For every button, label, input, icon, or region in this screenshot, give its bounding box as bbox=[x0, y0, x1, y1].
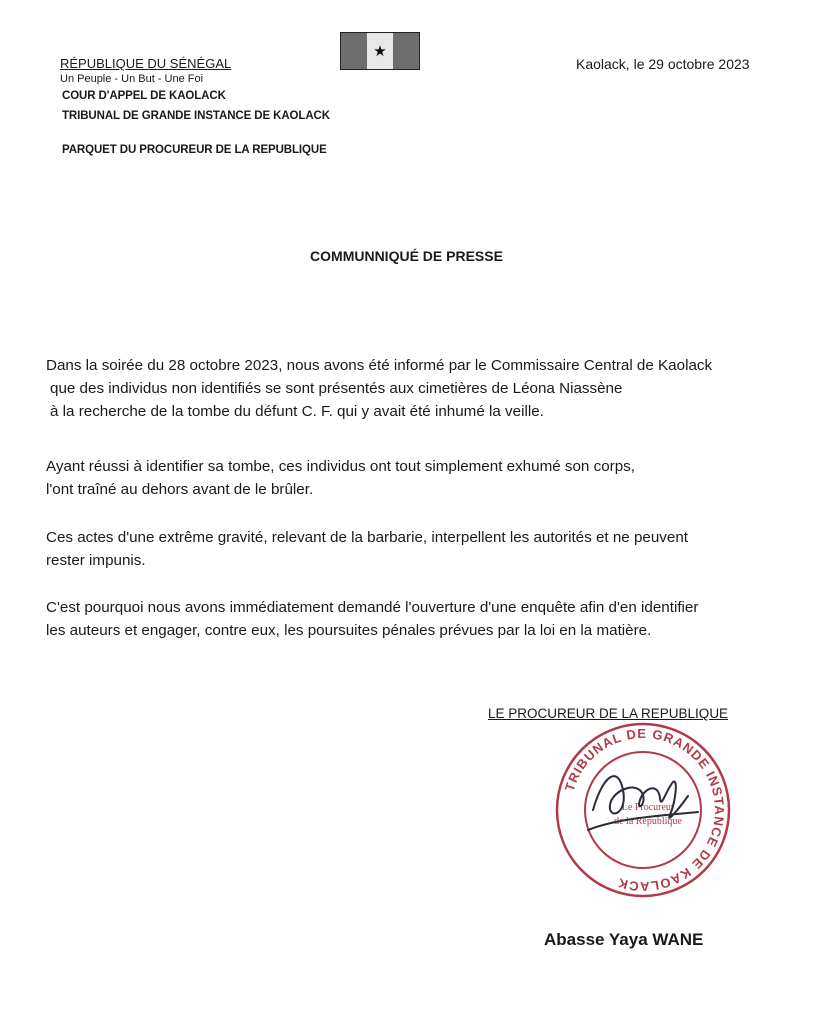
stamp-center-line: Le Procureur bbox=[621, 802, 675, 813]
country-name: RÉPUBLIQUE DU SÉNÉGAL bbox=[60, 56, 232, 71]
paragraph-line: les auteurs et engager, contre eux, les poursuites pénales prévues par la loi en la matière. bbox=[46, 622, 652, 639]
paragraph-line: Ayant réussi à identifier sa tombe, ces individus ont tout simplement exhumé son corps, bbox=[46, 458, 635, 475]
stamp-center-line: de la République bbox=[614, 816, 682, 827]
court-name: COUR D'APPEL DE KAOLACK bbox=[62, 90, 226, 102]
tribunal-name: TRIBUNAL DE GRANDE INSTANCE DE KAOLACK bbox=[62, 110, 330, 122]
star-icon: ★ bbox=[373, 42, 387, 60]
paragraph-line: Ces actes d'une extrême gravité, relevant de la barbarie, interpellent les autorités et ne peuvent bbox=[46, 529, 688, 546]
paragraph-line: C'est pourquoi nous avons immédiatement demandé l'ouverture d'une enquête afin d'en identifier bbox=[46, 599, 699, 616]
paragraph-line: l'ont traîné au dehors avant de le brûler. bbox=[46, 481, 314, 498]
flag-emblem bbox=[340, 32, 420, 70]
official-stamp bbox=[548, 720, 738, 900]
stamp-ring-text: TRIBUNAL DE GRANDE INSTANCE DE KAOLACK bbox=[561, 725, 728, 895]
signatory-title: LE PROCUREUR DE LA REPUBLIQUE bbox=[488, 706, 729, 721]
flag-stripe-right bbox=[393, 33, 419, 69]
paragraph bbox=[46, 596, 786, 642]
signatory-name: Abasse Yaya WANE bbox=[544, 930, 704, 949]
paragraph-line: que des individus non identifiés se sont présentés aux cimetières de Léona Niassène bbox=[50, 380, 623, 397]
flag-stripe-left bbox=[341, 33, 367, 69]
office-name: PARQUET DU PROCUREUR DE LA REPUBLIQUE bbox=[62, 144, 327, 156]
paragraph bbox=[46, 455, 786, 501]
paragraph-line: rester impunis. bbox=[46, 552, 146, 569]
paragraph bbox=[46, 526, 786, 572]
flag-stripe-middle bbox=[367, 33, 393, 69]
paragraph-line: à la recherche de la tombe du défunt C. F. qui y avait été inhumé la veille. bbox=[50, 403, 544, 420]
paragraph-line: Dans la soirée du 28 octobre 2023, nous avons été informé par le Commissaire Central de Kaolack bbox=[46, 357, 713, 374]
national-motto: Un Peuple - Un But - Une Foi bbox=[60, 73, 204, 85]
document-title: COMMUNNIQUÉ DE PRESSE bbox=[310, 248, 503, 264]
paragraph bbox=[46, 354, 786, 423]
place-date: Kaolack, le 29 octobre 2023 bbox=[576, 56, 750, 72]
